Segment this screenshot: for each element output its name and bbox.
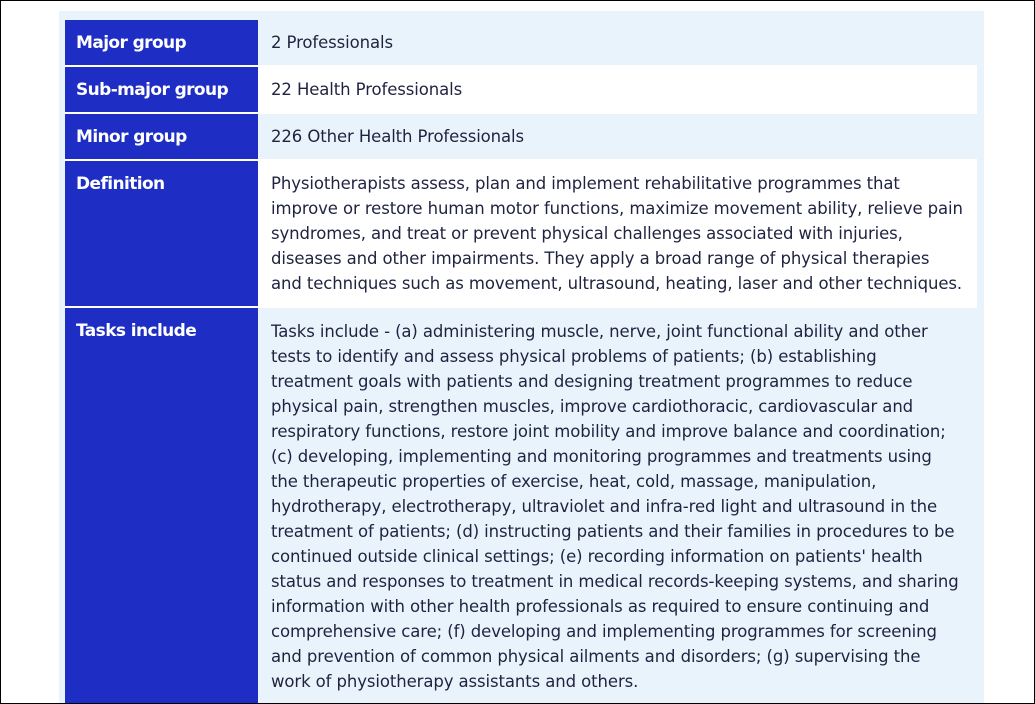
table-row-sub-major-group <box>65 66 977 113</box>
row-value: Physiotherapists assess, plan and implement rehabilitative programmes that improve or restore human motor functions, maximize movement ability, relieve pain syndromes, and treat or prevent physical challenges associated with injuries, diseases and other impairments. They apply a broad range of physical therapies and techniques such as movement, ultrasound, heating, laser and other techniques. <box>258 160 977 307</box>
row-label: Minor group <box>65 113 258 160</box>
row-label: Sub-major group <box>65 66 258 113</box>
row-value: 2 Professionals <box>258 20 977 66</box>
table-row-minor-group <box>65 113 977 160</box>
row-label: Major group <box>65 20 258 66</box>
table-row-definition <box>65 160 977 307</box>
row-label: Definition <box>65 160 258 307</box>
row-value: 226 Other Health Professionals <box>258 113 977 160</box>
occupation-details-table <box>65 20 977 704</box>
row-label: Tasks include <box>65 307 258 704</box>
table-row-major-group <box>65 20 977 66</box>
table-row-tasks-include <box>65 307 977 704</box>
row-value: Tasks include - (a) administering muscle, nerve, joint functional ability and other tests to identify and assess physical problems of patients; (b) establishing treatment goals with patients and designing treatment programmes to reduce physical pain, strengthen muscles, improve cardiothoracic, cardiovascular and respiratory functions, restore joint mobility and improve balance and coordination; (c) developing, implementing and monitoring programmes and treatments using the therapeutic properties of exercise, heat, cold, massage, manipulation, hydrotherapy, electrotherapy, ultraviolet and infra-red light and ultrasound in the treatment of patients; (d) instructing patients and their families in procedures to be continued outside clinical settings; (e) recording information on patients' health status and responses to treatment in medical records-keeping systems, and sharing information with other health professionals as required to ensure continuing and comprehensive care; (f) developing and implementing programmes for screening and prevention of common physical ailments and disorders; (g) supervising the work of physiotherapy assistants and others. <box>258 307 977 704</box>
row-value: 22 Health Professionals <box>258 66 977 113</box>
